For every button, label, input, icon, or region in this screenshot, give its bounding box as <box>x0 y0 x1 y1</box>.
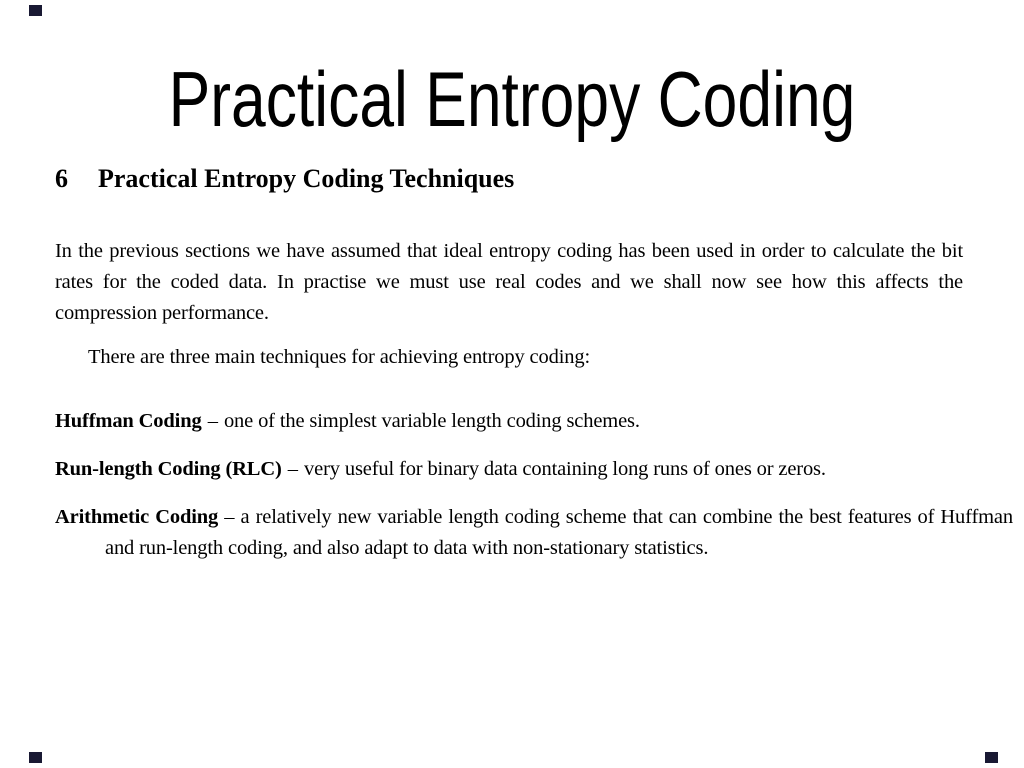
dash-separator: – <box>287 458 298 480</box>
corner-mark-top-left <box>29 5 42 16</box>
dash-separator: – <box>224 506 235 528</box>
section-number: 6 <box>55 164 68 193</box>
corner-mark-bottom-left <box>29 752 42 763</box>
technique-description: very useful for binary data containing long runs of ones or zeros. <box>304 458 826 480</box>
technique-term: Arithmetic Coding <box>55 506 219 528</box>
corner-mark-bottom-right <box>985 752 998 763</box>
dash-separator: – <box>207 410 218 432</box>
technique-description: one of the simplest variable length coding schemes. <box>223 410 640 432</box>
technique-term: Run-length Coding (RLC) <box>55 458 282 480</box>
section-heading <box>55 163 963 195</box>
technique-item-rlc <box>55 454 1013 485</box>
paragraph-intro: There are three main techniques for achieving entropy coding: <box>88 346 590 368</box>
technique-item-huffman <box>55 406 1013 437</box>
slide-title: Practical Entropy Coding <box>168 55 856 143</box>
technique-description: a relatively new variable length coding scheme that can combine the best features of Huffman and run-length coding, and also adapt to data with non-stationary statistics. <box>105 506 1013 559</box>
technique-item-arithmetic <box>55 502 1013 564</box>
paragraph-main: In the previous sections we have assumed that ideal entropy coding has been used in order to calculate the bit rates for the coded data. In practise we must use real codes and we shall now see how this affects the compression performance. <box>55 240 963 324</box>
section-heading-text: Practical Entropy Coding Techniques <box>98 164 515 193</box>
technique-term: Huffman Coding <box>55 410 202 432</box>
